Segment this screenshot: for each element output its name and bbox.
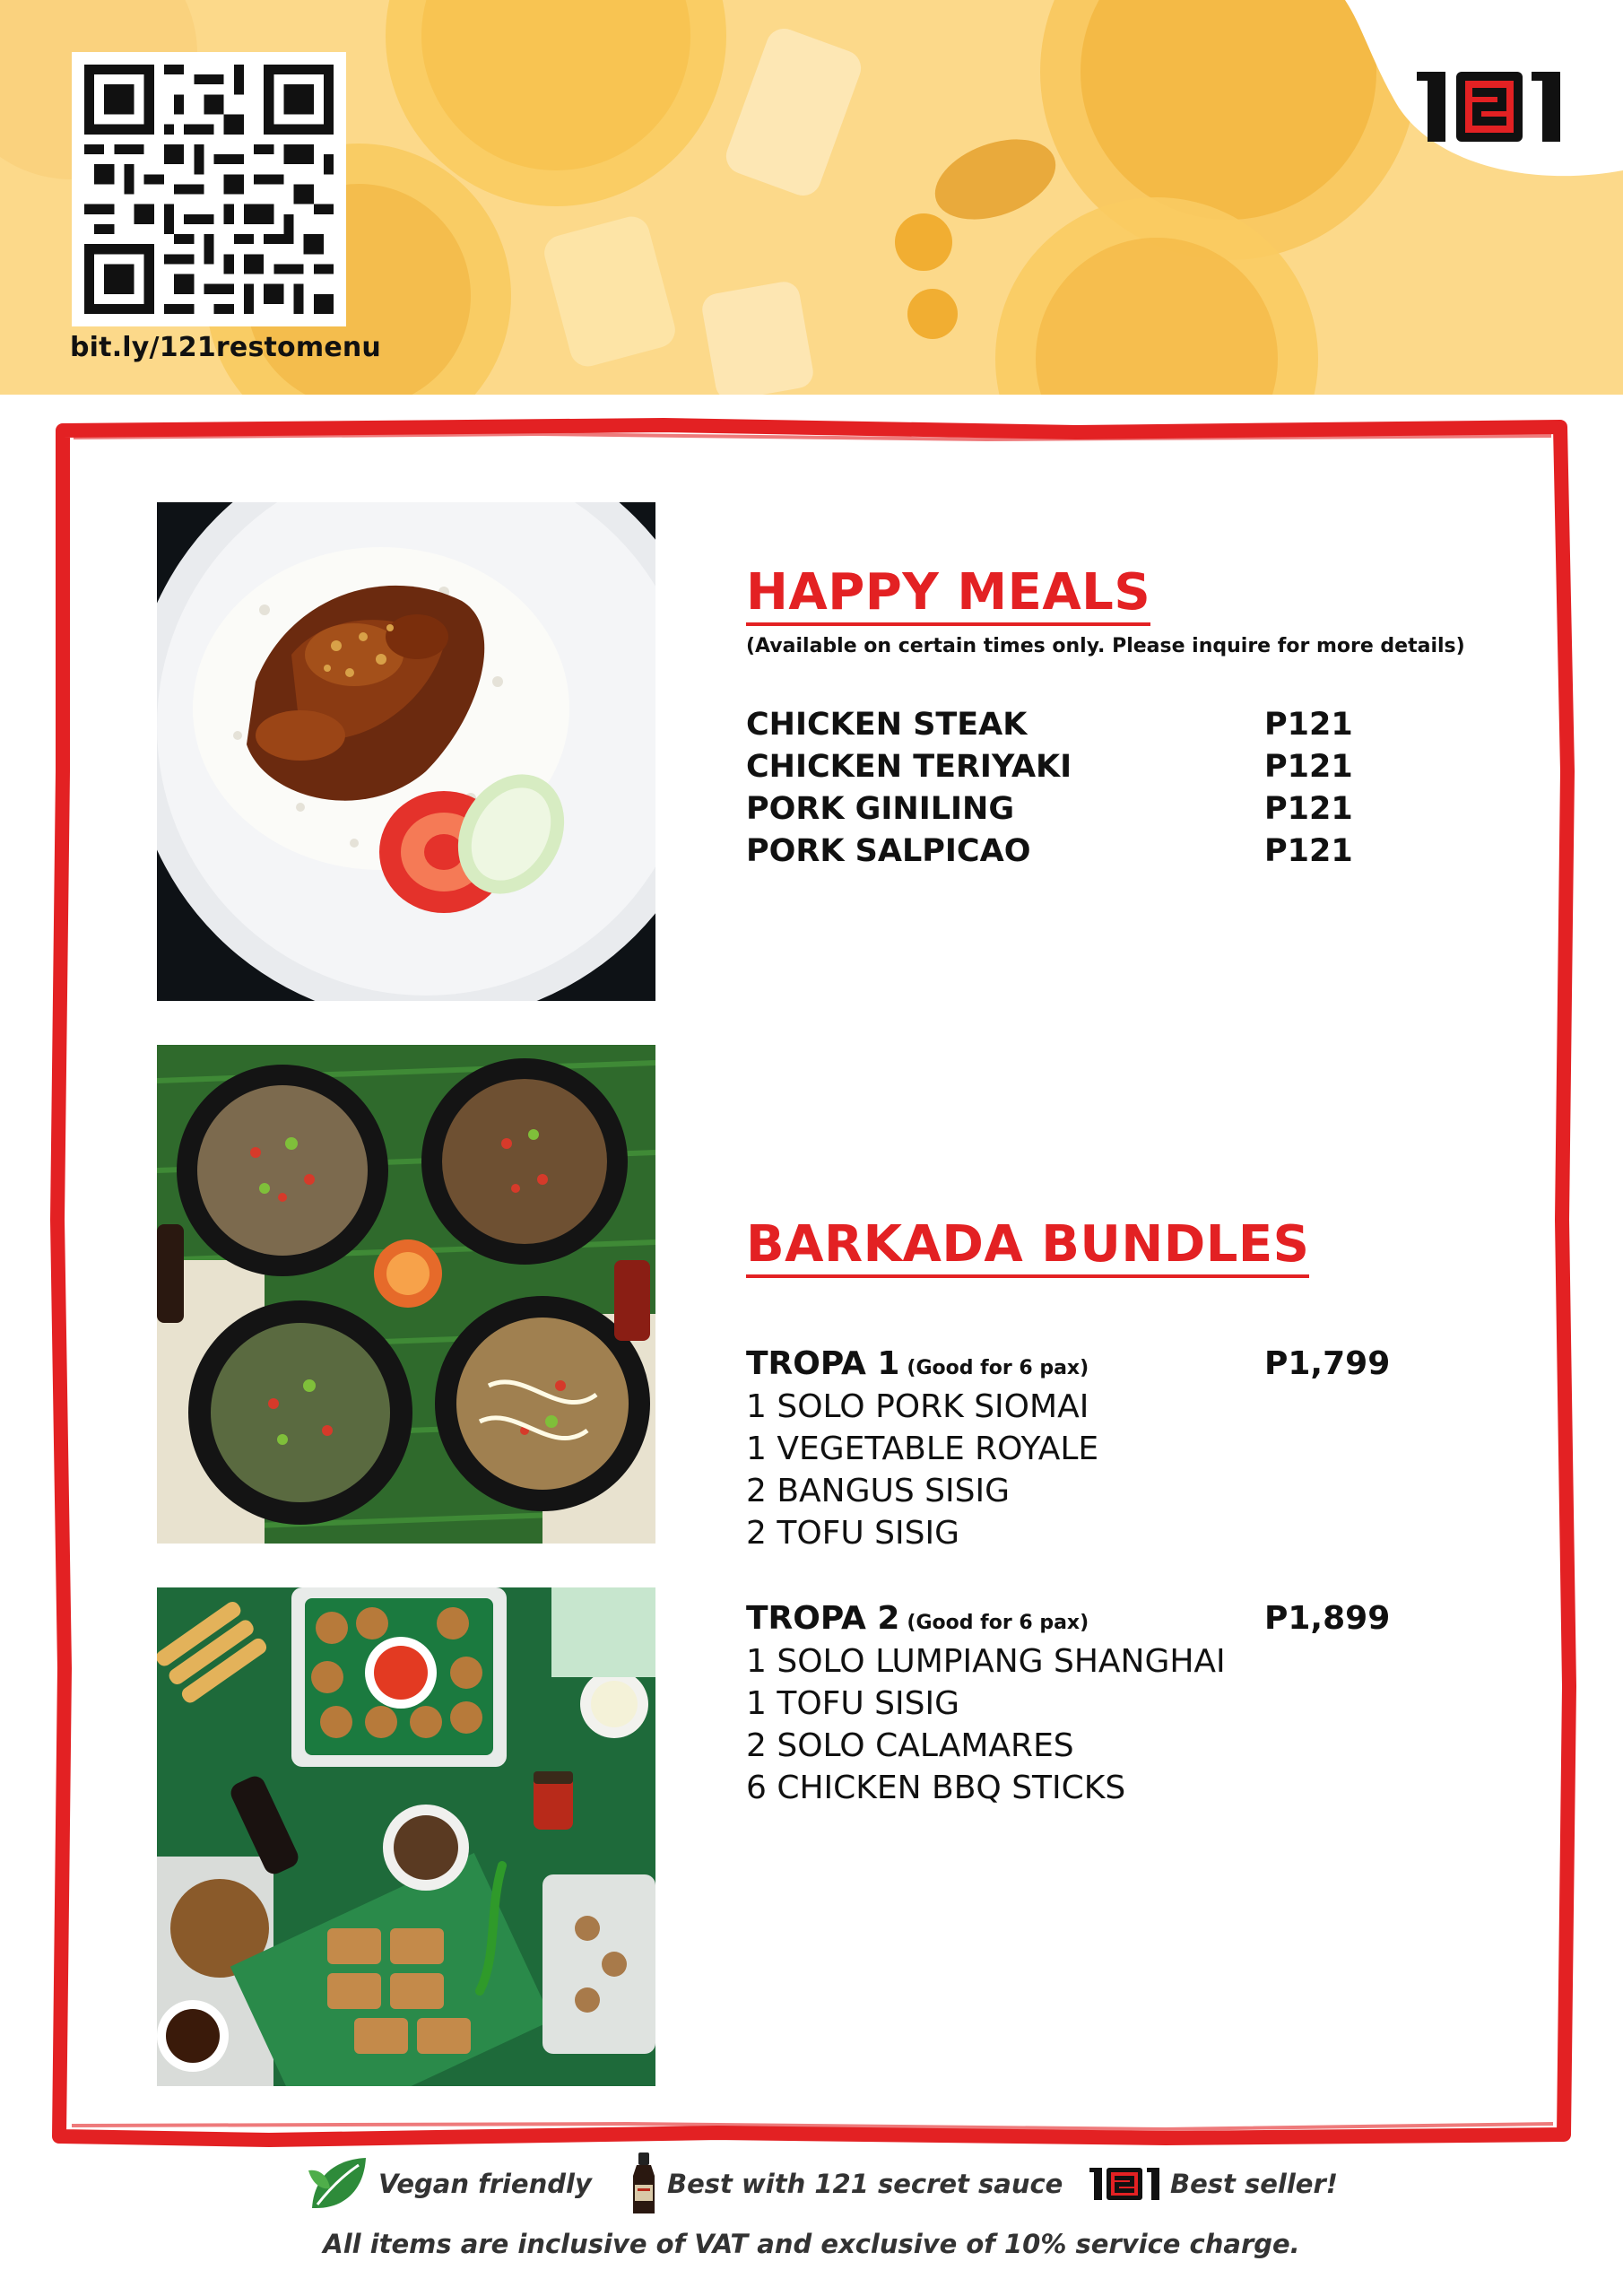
- bundle-item: 2 SOLO CALAMARES: [746, 1727, 1074, 1764]
- header-banner: [0, 0, 1623, 395]
- happy-meals-title: HAPPY MEALS: [746, 565, 1150, 626]
- bundle-name: TROPA 1: [746, 1345, 900, 1382]
- bundle-header: [746, 1345, 1392, 1388]
- legend-sauce: [628, 2152, 1063, 2215]
- legend-sauce-label: Best with 121 secret sauce: [667, 2169, 1063, 2199]
- menu-item: [746, 791, 1392, 832]
- bundle-price: P1,899: [1264, 1600, 1391, 1637]
- menu-item-price: P121: [1264, 749, 1353, 785]
- legend-vegan-label: Vegan friendly: [378, 2169, 592, 2199]
- menu-item-name: CHICKEN STEAK: [746, 707, 1028, 743]
- legend-best-seller-label: Best seller!: [1170, 2169, 1338, 2199]
- barkada-sisig-photo: [157, 1045, 655, 1544]
- leaf-icon: [305, 2152, 371, 2215]
- bundle-item: 1 VEGETABLE ROYALE: [746, 1431, 1099, 1467]
- bundle-item: 1 SOLO LUMPIANG SHANGHAI: [746, 1643, 1226, 1680]
- bundle-header: [746, 1600, 1392, 1643]
- happy-meals-note: (Available on certain times only. Please inquire for more details): [746, 635, 1465, 657]
- barkada-platter-photo: [157, 1587, 655, 2086]
- menu-item-price: P121: [1264, 707, 1353, 743]
- qr-code[interactable]: [72, 52, 346, 326]
- menu-item-name: PORK SALPICAO: [746, 833, 1031, 869]
- menu-item-price: P121: [1264, 833, 1353, 869]
- qr-code-icon: [84, 65, 334, 314]
- bundle-serving-note: (Good for 6 pax): [907, 1357, 1089, 1379]
- sauce-bottle-icon: [628, 2151, 660, 2217]
- menu-item-price: P121: [1264, 791, 1353, 827]
- menu-item: [746, 707, 1392, 748]
- menu-item: [746, 833, 1392, 874]
- menu-item-name: PORK GINILING: [746, 791, 1015, 827]
- bundle-item: 2 BANGUS SISIG: [746, 1473, 1010, 1509]
- bundle-item: 1 SOLO PORK SIOMAI: [746, 1388, 1089, 1425]
- logo-121-icon: [1089, 2166, 1163, 2202]
- barkada-bundles-title: BARKADA BUNDLES: [746, 1217, 1309, 1278]
- bundle-item: 2 TOFU SISIG: [746, 1515, 960, 1552]
- menu-item-name: CHICKEN TERIYAKI: [746, 749, 1072, 785]
- bundle-item: 1 TOFU SISIG: [746, 1685, 960, 1722]
- bundle-price: P1,799: [1264, 1345, 1391, 1382]
- service-charge-disclaimer: All items are inclusive of VAT and exclusive of 10% service charge.: [323, 2229, 1300, 2259]
- bundle-item: 6 CHICKEN BBQ STICKS: [746, 1770, 1126, 1806]
- bundle-serving-note: (Good for 6 pax): [907, 1612, 1089, 1634]
- brand-logo: [1381, 0, 1623, 197]
- legend-best-seller: [1089, 2152, 1338, 2215]
- happy-meal-photo: [157, 502, 655, 1001]
- legend-vegan: [305, 2152, 592, 2215]
- qr-url-text[interactable]: bit.ly/121restomenu: [70, 332, 381, 363]
- menu-item: [746, 749, 1392, 790]
- logo-121-icon: [1381, 0, 1623, 197]
- bundle-name: TROPA 2: [746, 1600, 900, 1637]
